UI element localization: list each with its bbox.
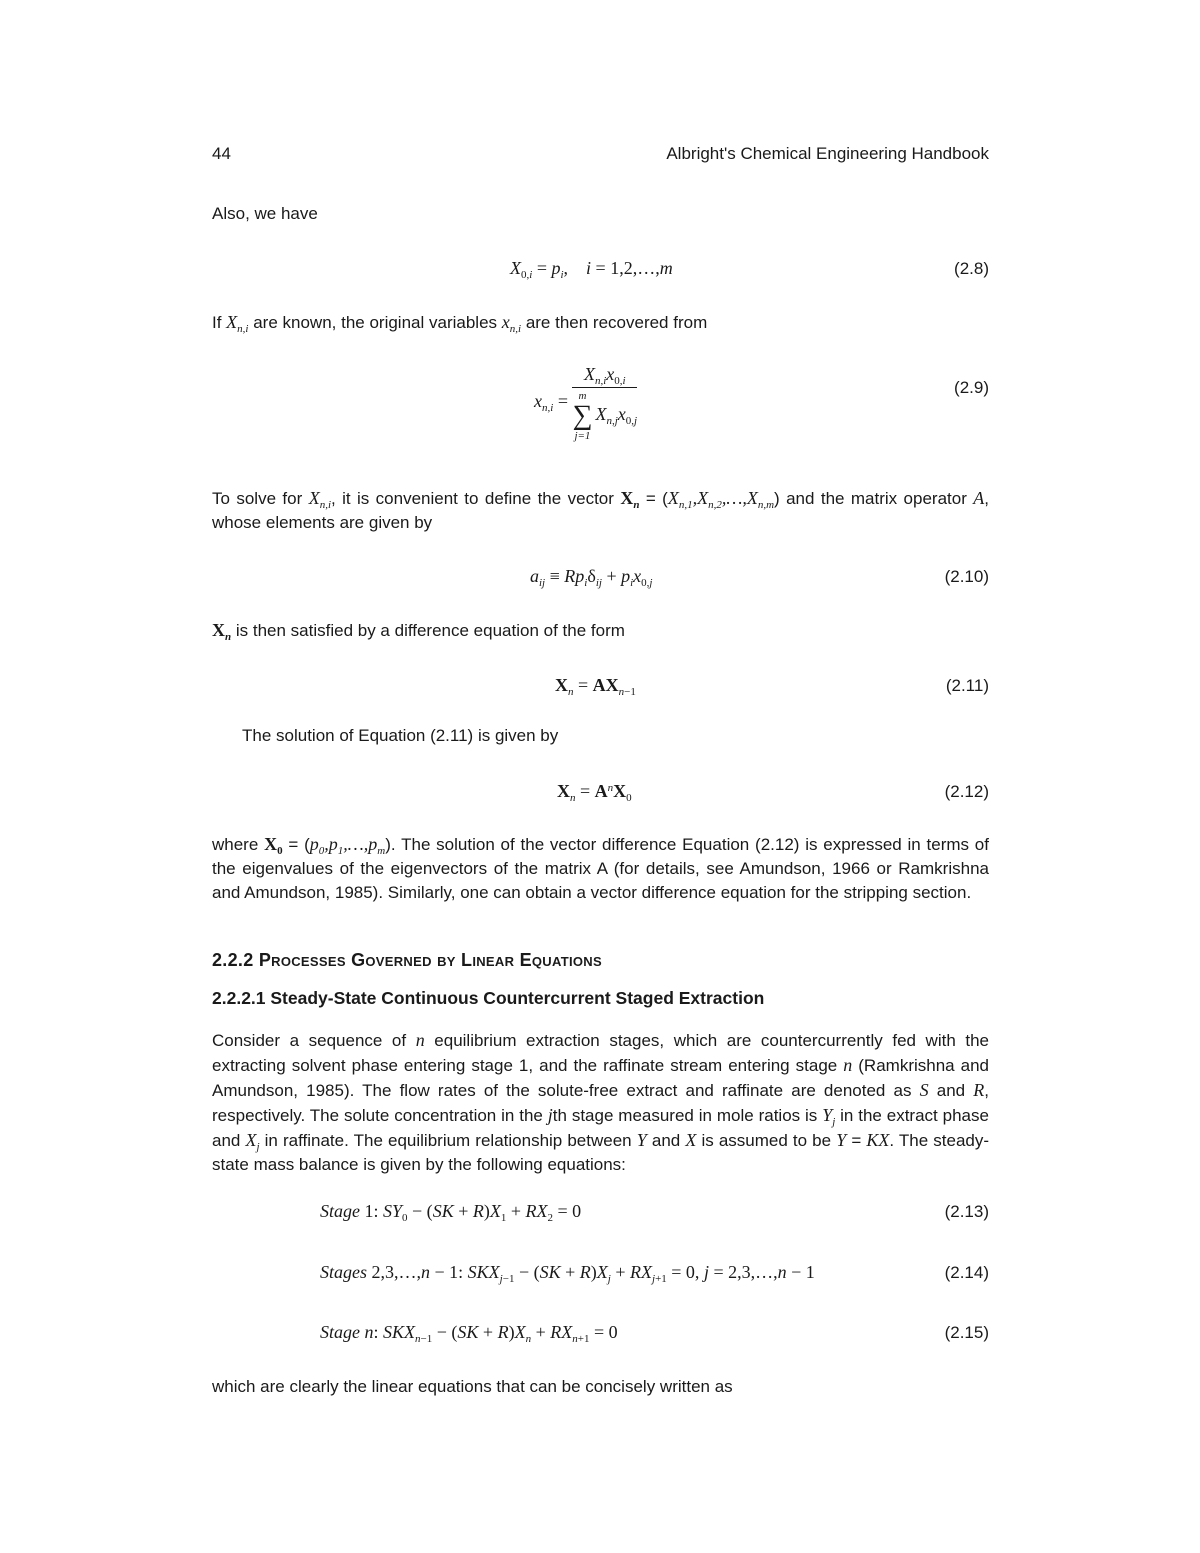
text-run: and	[936, 1081, 966, 1100]
text-run: and the matrix operator	[786, 489, 967, 508]
equation-number: (2.10)	[944, 567, 989, 586]
section-heading: 2.2.2 Processes Governed by Linear Equations	[212, 950, 602, 970]
text-run: Consider a sequence of	[212, 1031, 407, 1050]
equation-number: (2.15)	[944, 1323, 989, 1342]
paragraph-satisfied: $X_n$ is then satisfied by a difference equation of the form	[212, 620, 625, 643]
paragraph-solve: To solve for $X_{n,i}$, it is convenient to define the vector $X_n$ = $(X_{n,1},X_{n,2},\dots,X_{n,m})$ and the matrix operator A, whose elements are given by	[212, 488, 990, 532]
book-title: Albright's Chemical Engineering Handbook	[666, 144, 989, 163]
text-run: is then satisfied by a difference equation of the form	[235, 621, 625, 640]
paragraph-recover: If $X_{n,i}$ are known, the original variables $x_{n,i}$ are then recovered from	[212, 312, 708, 335]
paragraph-final: which are clearly the linear equations that can be concisely written as	[212, 1377, 733, 1396]
text-run: and	[651, 1131, 681, 1150]
equation-number: (2.8)	[954, 259, 989, 278]
page-number: 44	[212, 144, 231, 163]
text-run: . The solution of the vector difference Equation (2.12) is expressed in terms of the eigenvalues of the eigenvectors of the matrix A (for details, see Amundson, 1966 or Ramkrishna and Amundson, 1985). Similarly, one can obtain a vector difference equation for the stripping section.	[212, 835, 989, 902]
equation-number: (2.14)	[944, 1263, 989, 1282]
text-run: in the extract phase and	[212, 1106, 989, 1150]
text-run: are known, the original variables	[253, 313, 498, 332]
text-run: , respectively. The solute concentration in the	[212, 1081, 990, 1125]
fraction: $X_{n,i}x_{0,i}$ m ∑ j=1 $X_{n,j}x_{0,j}$	[572, 364, 638, 442]
equation-2-9: $x_{n,i}$ = $X_{n,i}x_{0,i}$ m ∑ j=1 $X_{n,j}x_{0,j}$	[534, 364, 638, 442]
subsection-heading: 2.2.2.1 Steady-State Continuous Countercurrent Staged Extraction	[212, 988, 765, 1008]
equation-2-15: Stage n: $SKX_{n-1} - (SK + R)X_n + RX_{n+1} = 0$	[320, 1322, 618, 1345]
summation-sign: m ∑ j=1	[572, 390, 593, 442]
text-run: in raffinate. The equilibrium relationship between	[264, 1131, 632, 1150]
equation-2-12: $X_n = A^nX_0$	[557, 781, 632, 804]
text-run: are then recovered from	[525, 313, 708, 332]
equation-number: (2.13)	[944, 1202, 989, 1221]
text-run: equilibrium extraction stages, which are countercurrently fed with the extracting solvent phase entering stage 1, and the raffinate stream entering stage	[212, 1031, 989, 1075]
paragraph-also: Also, we have	[212, 204, 318, 223]
paragraph-solution: The solution of Equation (2.11) is given by	[242, 726, 559, 745]
paragraph-where: where $X_0$ = $(p_0,p_1,\dots,p_m)$. The solution of the vector difference Equation (2.12) is expressed in terms of the eigenvalues of the eigenvectors of the matrix A (for details, see Amundson, 1966 or Ramkrishna and Amundson, 1985). Similarly, one can obtain a vector difference equation for the stripping section.	[212, 834, 989, 902]
equation-number: (2.12)	[944, 782, 989, 801]
text-run: where	[212, 835, 259, 854]
text-run: , it is convenient to define the vector	[331, 489, 614, 508]
equation-2-11: $X_n = AX_{n-1}$	[555, 675, 636, 698]
text-run: To solve for	[212, 489, 303, 508]
equation-2-13: Stage 1: $SY_0 - (SK + R)X_1 + RX_2 = 0$	[320, 1201, 582, 1224]
equation-2-8: $X_{0,i} = p_i$, i = 1,2,…,m	[510, 258, 673, 281]
equation-2-10: $a_{ij} \equiv Rp_i\delta_{ij} + p_ix_{0,j}$	[530, 566, 653, 589]
text-run: th stage measured in mole ratios is	[552, 1106, 818, 1125]
equation-number: (2.11)	[945, 676, 989, 695]
text-run: , whose elements are given by	[212, 489, 990, 532]
text-run: is assumed to be	[701, 1131, 832, 1150]
equation-2-14: Stages 2,3,…,n − 1: $SKX_{j-1} - (SK + R)X_j + RX_{j+1} = 0$, j = 2,3,…,n − 1	[320, 1262, 815, 1285]
text-run: The steady-state mass balance is given by the following equations:	[212, 1131, 990, 1174]
text-run: (Ramkrishna and Amundson, 1985). The flow rates of the solute-free extract and raffinate are denoted as	[212, 1056, 989, 1100]
paragraph-consider: Consider a sequence of n equilibrium extraction stages, which are countercurrently fed with the extracting solvent phase entering stage 1, and the raffinate stream entering stage n (Ramkrishna and Amundson, 1985). The flow rates of the solute-free extract and raffinate are denoted as S and R, respectively. The solute concentration in the jth stage measured in mole ratios is $Y_j$ in the extract phase and $X_j$ in raffinate. The equilibrium relationship between Y and X is assumed to be Y = KX. The steady-state mass balance is given by the following equations:	[212, 1030, 990, 1174]
equation-number: (2.9)	[954, 378, 989, 397]
